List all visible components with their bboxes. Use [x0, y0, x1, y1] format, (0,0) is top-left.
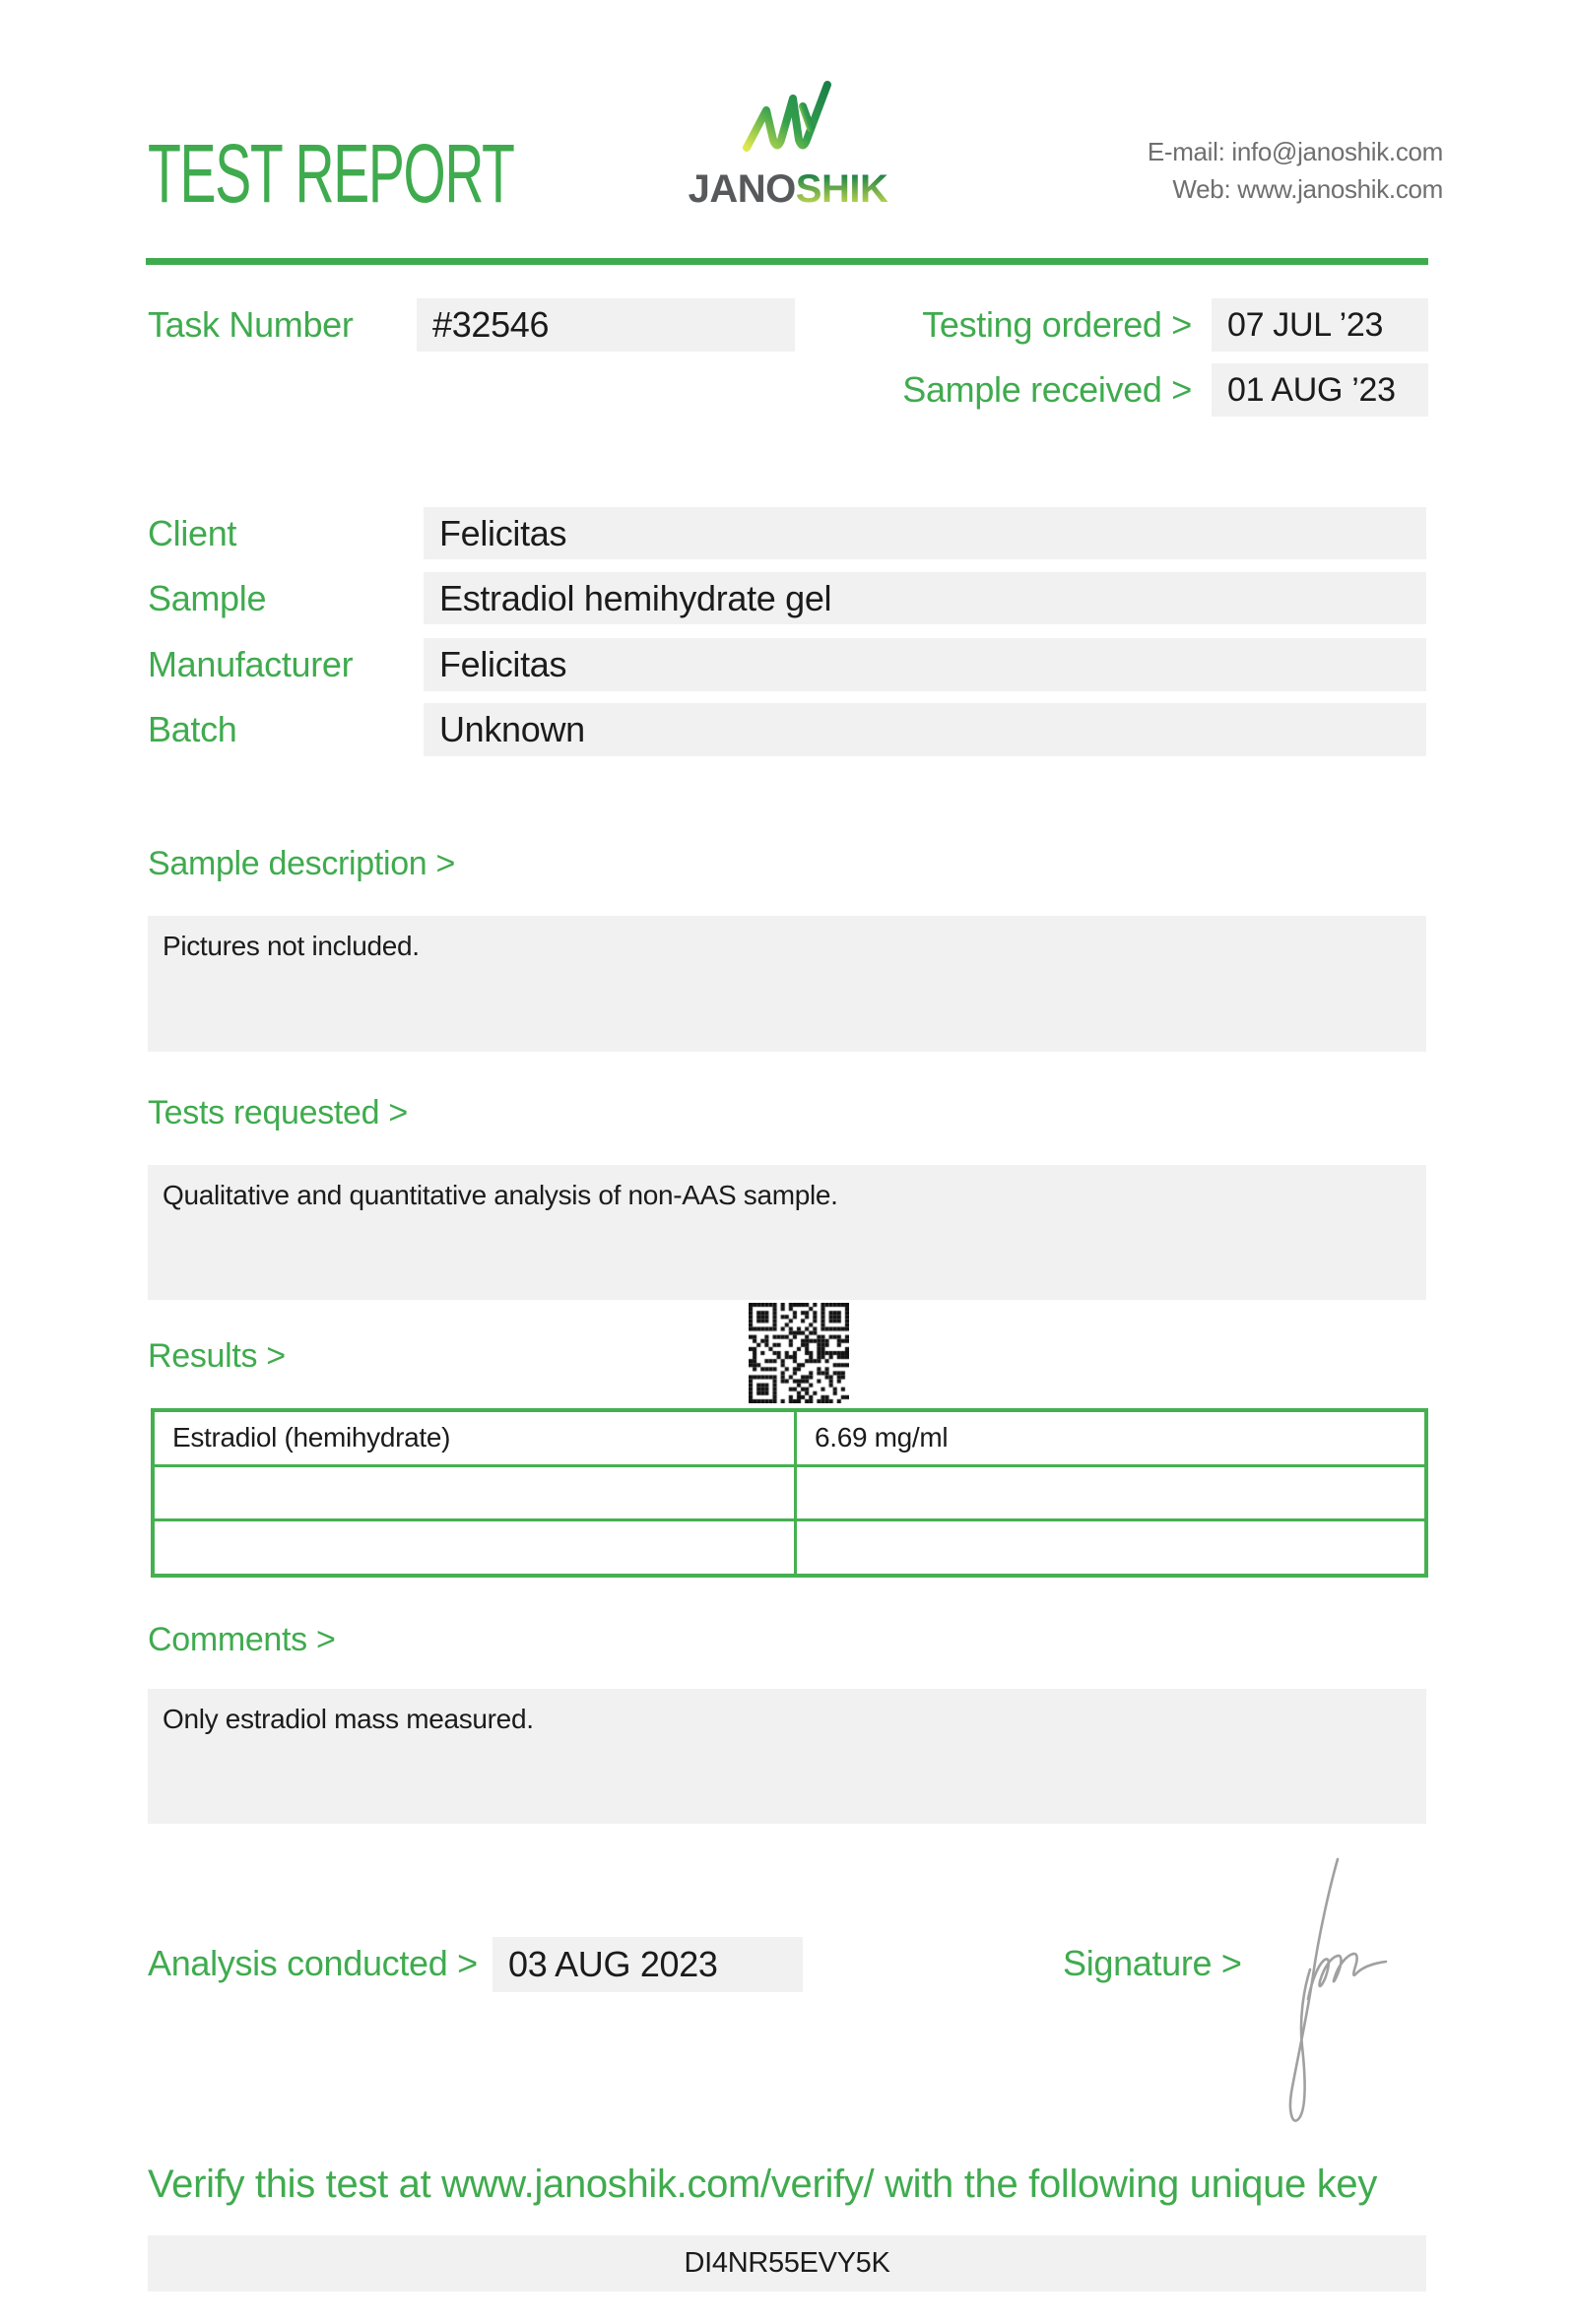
task-number-value: #32546 — [417, 298, 795, 352]
tests-requested-heading: Tests requested > — [148, 1094, 408, 1131]
contact-web: Web: www.janoshik.com — [1172, 173, 1443, 204]
verify-key-box — [148, 2235, 1426, 2292]
page-title: TEST REPORT — [148, 127, 514, 220]
signature-image — [1273, 1853, 1396, 2141]
brand-logo — [679, 77, 897, 209]
table-row — [155, 1412, 1424, 1464]
sample-received-label: Sample received > — [902, 369, 1192, 410]
signature-label: Signature > — [1063, 1943, 1242, 1983]
table-row — [155, 1464, 1424, 1519]
comments-heading: Comments > — [148, 1621, 336, 1658]
contact-email: E-mail: info@janoshik.com — [1147, 137, 1443, 166]
result-value-cell: 6.69 mg/ml — [815, 1422, 949, 1453]
result-value-cell — [797, 1467, 1424, 1519]
sample-value: Estradiol hemihydrate gel — [424, 572, 1426, 624]
tests-requested-text: Qualitative and quantitative analysis of non-AAS sample. — [163, 1180, 838, 1210]
client-label: Client — [148, 513, 237, 553]
verify-key-value: DI4NR55EVY5K — [684, 2247, 890, 2279]
sample-description-heading: Sample description > — [148, 845, 456, 882]
tests-requested-box — [148, 1165, 1426, 1300]
testing-ordered-label: Testing ordered > — [922, 304, 1192, 345]
result-value-cell — [797, 1521, 1424, 1574]
batch-value: Unknown — [424, 703, 1426, 756]
batch-label: Batch — [148, 709, 237, 749]
comments-box — [148, 1689, 1426, 1824]
brand-text-shik: SHIK — [795, 167, 888, 211]
brand-text-jano: JANO — [688, 167, 796, 211]
manufacturer-value: Felicitas — [424, 638, 1426, 691]
analysis-conducted-label: Analysis conducted > — [148, 1943, 478, 1983]
comments-text: Only estradiol mass measured. — [163, 1704, 534, 1734]
task-number-label: Task Number — [148, 304, 354, 345]
verify-text: Verify this test at www.janoshik.com/verify/ with the following unique key — [148, 2163, 1378, 2206]
results-heading: Results > — [148, 1337, 286, 1375]
manufacturer-label: Manufacturer — [148, 644, 354, 684]
testing-ordered-value: 07 JUL ’23 — [1212, 298, 1428, 352]
client-value: Felicitas — [424, 507, 1426, 559]
table-row — [155, 1518, 1424, 1574]
sample-description-box — [148, 916, 1426, 1052]
result-analyte-cell — [155, 1467, 797, 1519]
results-table — [151, 1408, 1428, 1578]
result-analyte-cell — [155, 1521, 797, 1574]
qr-code — [749, 1303, 849, 1403]
contact-block — [1148, 134, 1443, 208]
analysis-date-value: 03 AUG 2023 — [492, 1937, 803, 1992]
sample-label: Sample — [148, 578, 267, 618]
result-analyte-cell: Estradiol (hemihydrate) — [155, 1412, 797, 1464]
header-divider — [146, 258, 1428, 265]
sample-received-value: 01 AUG ’23 — [1212, 363, 1428, 417]
sample-description-text: Pictures not included. — [163, 931, 420, 961]
growth-chart-icon — [741, 77, 835, 163]
brand-text — [679, 169, 897, 209]
